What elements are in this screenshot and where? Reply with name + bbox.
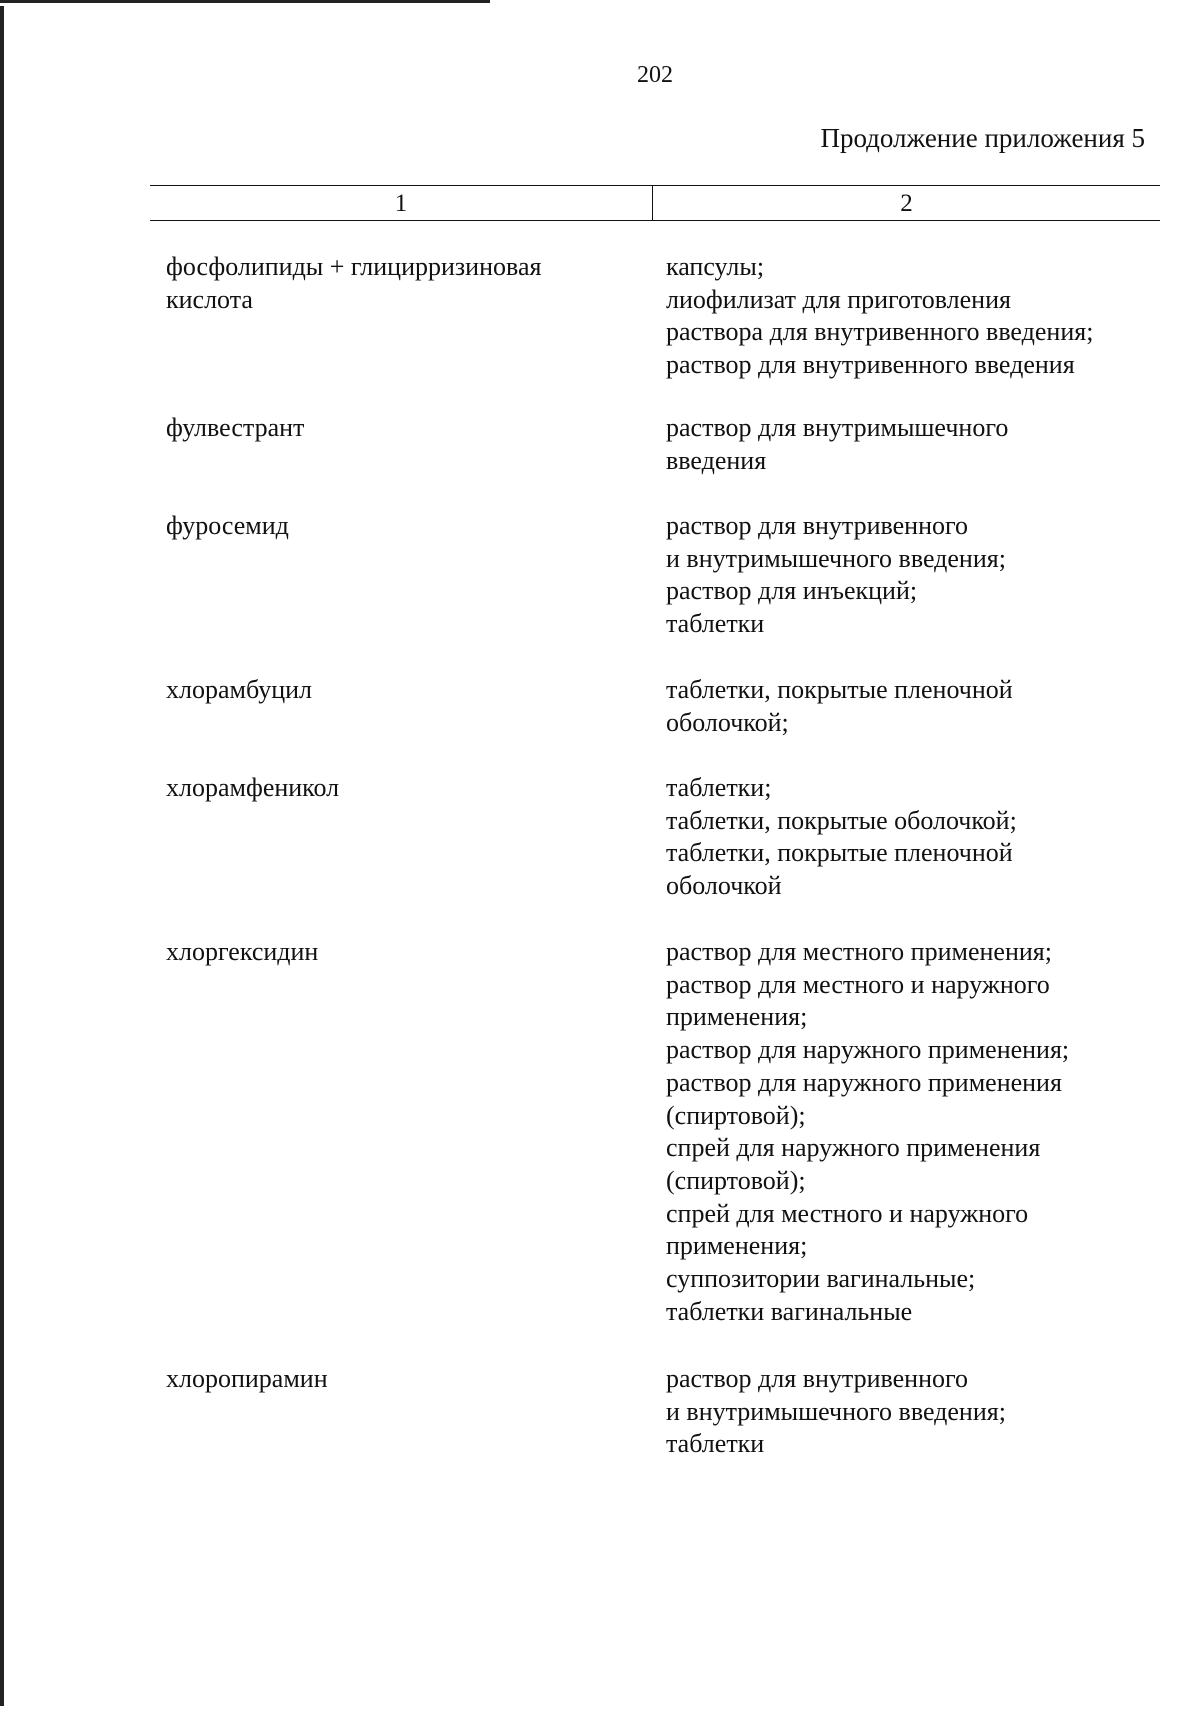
scan-edge-left xyxy=(0,6,4,1706)
table-header xyxy=(150,185,1160,221)
page-number: 202 xyxy=(637,62,673,88)
column-header-2: 2 xyxy=(900,190,913,217)
drug-name: фулвестрант xyxy=(166,413,305,442)
appendix-continuation-note: Продолжение приложения 5 xyxy=(820,123,1145,153)
dosage-forms: раствор для внутривенного и внутримышечного введения; раствор для инъекций; таблетки xyxy=(666,511,1006,639)
drug-name: хлоргексидин xyxy=(166,937,319,966)
scan-edge-top xyxy=(0,0,490,3)
drug-name: хлоропирамин xyxy=(166,1364,328,1393)
dosage-forms: раствор для местного применения; раствор для местного и наружного применения; раствор для наружного применения; раствор для наружного применения (спиртовой); спрей для наружного применения (спиртовой); спрей для местного и наружного применения; суппозитории вагинальные; таблетки вагинальные xyxy=(666,937,1070,1326)
dosage-forms: таблетки, покрытые пленочной оболочкой; xyxy=(666,675,1013,737)
dosage-forms: таблетки; таблетки, покрытые оболочкой; таблетки, покрытые пленочной оболочкой xyxy=(666,773,1017,901)
column-header-1: 1 xyxy=(394,190,408,217)
drug-name: фуросемид xyxy=(166,511,289,540)
drug-name: фосфолипиды + глицирризиновая кислота xyxy=(166,252,542,314)
drug-name: хлорамбуцил xyxy=(166,675,313,704)
dosage-forms: раствор для внутримышечного введения xyxy=(666,413,1009,475)
drug-name: хлорамфеникол xyxy=(166,773,340,802)
dosage-forms: раствор для внутривенного и внутримышечного введения; таблетки xyxy=(666,1364,1006,1459)
dosage-forms: капсулы; лиофилизат для приготовления раствора для внутривенного введения; раствор для внутривенного введения xyxy=(666,252,1094,380)
